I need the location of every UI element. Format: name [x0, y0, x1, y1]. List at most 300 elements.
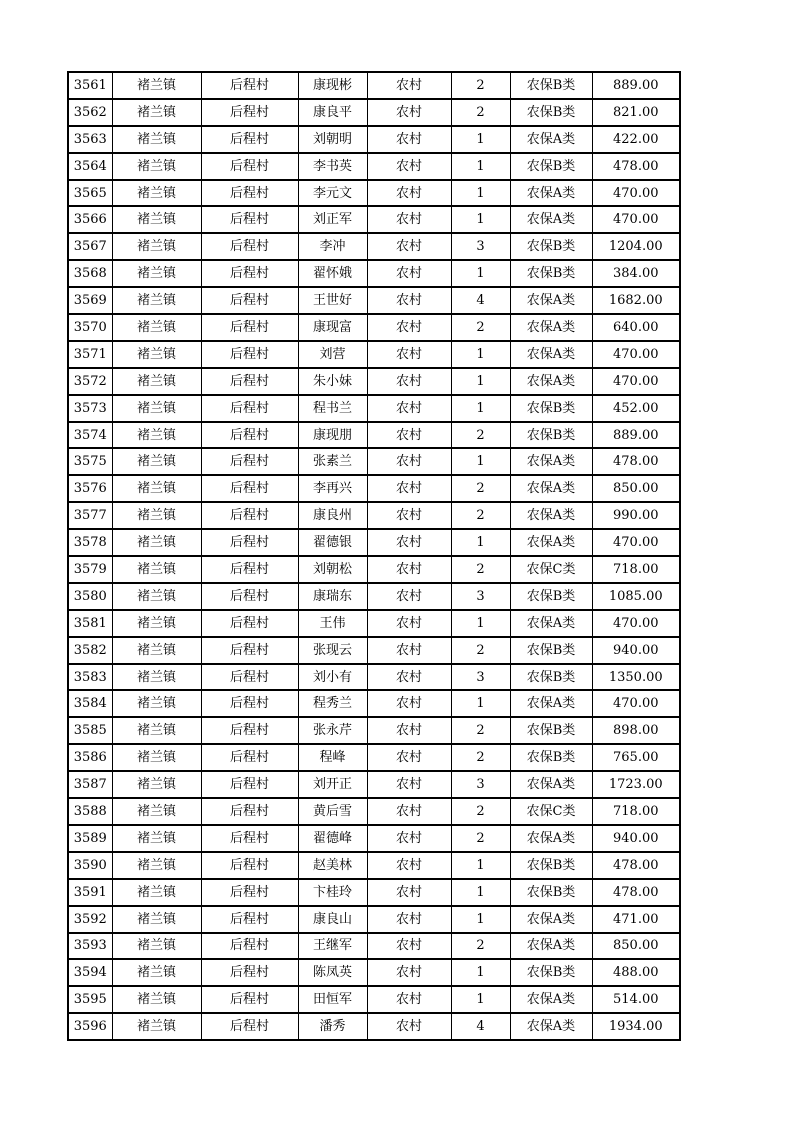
cell-village: 后程村 — [201, 233, 298, 260]
cell-person-count: 3 — [451, 771, 510, 798]
table-row — [68, 986, 680, 1013]
cell-seq-no: 3572 — [68, 368, 112, 395]
cell-person-count: 2 — [451, 637, 510, 664]
cell-town: 褚兰镇 — [112, 825, 201, 852]
cell-village: 后程村 — [201, 825, 298, 852]
cell-amount: 940.00 — [592, 637, 680, 664]
cell-insurance-category: 农保C类 — [510, 798, 592, 825]
table-row — [68, 959, 680, 986]
cell-person-count: 2 — [451, 798, 510, 825]
cell-town: 褚兰镇 — [112, 583, 201, 610]
cell-household-type: 农村 — [367, 341, 451, 368]
cell-amount: 471.00 — [592, 906, 680, 933]
cell-person-name: 康瑞东 — [298, 583, 367, 610]
table-row — [68, 153, 680, 180]
cell-seq-no: 3570 — [68, 314, 112, 341]
cell-amount: 422.00 — [592, 126, 680, 153]
cell-person-name: 刘开正 — [298, 771, 367, 798]
cell-seq-no: 3574 — [68, 422, 112, 449]
cell-person-count: 2 — [451, 422, 510, 449]
table-row — [68, 933, 680, 960]
cell-seq-no: 3567 — [68, 233, 112, 260]
cell-insurance-category: 农保B类 — [510, 153, 592, 180]
cell-insurance-category: 农保C类 — [510, 556, 592, 583]
cell-amount: 1085.00 — [592, 583, 680, 610]
cell-person-name: 李书英 — [298, 153, 367, 180]
cell-town: 褚兰镇 — [112, 610, 201, 637]
cell-person-count: 2 — [451, 825, 510, 852]
cell-household-type: 农村 — [367, 314, 451, 341]
table-row — [68, 610, 680, 637]
cell-person-name: 卞桂玲 — [298, 879, 367, 906]
cell-town: 褚兰镇 — [112, 422, 201, 449]
cell-seq-no: 3562 — [68, 99, 112, 126]
cell-amount: 889.00 — [592, 72, 680, 99]
cell-amount: 1723.00 — [592, 771, 680, 798]
cell-seq-no: 3563 — [68, 126, 112, 153]
cell-amount: 850.00 — [592, 933, 680, 960]
cell-village: 后程村 — [201, 690, 298, 717]
cell-household-type: 农村 — [367, 986, 451, 1013]
benefit-roster-table — [67, 71, 681, 1041]
cell-person-name: 康良平 — [298, 99, 367, 126]
cell-insurance-category: 农保B类 — [510, 664, 592, 691]
table-row — [68, 314, 680, 341]
cell-insurance-category: 农保B类 — [510, 260, 592, 287]
cell-household-type: 农村 — [367, 180, 451, 207]
cell-town: 褚兰镇 — [112, 99, 201, 126]
cell-person-count: 1 — [451, 341, 510, 368]
cell-person-name: 康良山 — [298, 906, 367, 933]
cell-person-name: 朱小妹 — [298, 368, 367, 395]
cell-village: 后程村 — [201, 153, 298, 180]
table-row — [68, 287, 680, 314]
cell-household-type: 农村 — [367, 475, 451, 502]
cell-person-name: 黄后雪 — [298, 798, 367, 825]
table-row — [68, 475, 680, 502]
cell-amount: 478.00 — [592, 852, 680, 879]
cell-town: 褚兰镇 — [112, 126, 201, 153]
cell-person-name: 张永芹 — [298, 717, 367, 744]
cell-town: 褚兰镇 — [112, 879, 201, 906]
cell-person-count: 2 — [451, 933, 510, 960]
cell-seq-no: 3577 — [68, 502, 112, 529]
table-row — [68, 664, 680, 691]
cell-amount: 470.00 — [592, 690, 680, 717]
cell-person-count: 1 — [451, 395, 510, 422]
cell-person-count: 2 — [451, 72, 510, 99]
cell-person-count: 1 — [451, 690, 510, 717]
cell-person-name: 翟怀娥 — [298, 260, 367, 287]
cell-village: 后程村 — [201, 180, 298, 207]
cell-insurance-category: 农保A类 — [510, 341, 592, 368]
cell-household-type: 农村 — [367, 933, 451, 960]
cell-person-name: 张素兰 — [298, 448, 367, 475]
cell-village: 后程村 — [201, 99, 298, 126]
cell-seq-no: 3578 — [68, 529, 112, 556]
cell-village: 后程村 — [201, 664, 298, 691]
cell-insurance-category: 农保A类 — [510, 529, 592, 556]
cell-amount: 898.00 — [592, 717, 680, 744]
cell-insurance-category: 农保A类 — [510, 206, 592, 233]
cell-household-type: 农村 — [367, 287, 451, 314]
table-row — [68, 906, 680, 933]
cell-household-type: 农村 — [367, 72, 451, 99]
table-row — [68, 583, 680, 610]
cell-seq-no: 3564 — [68, 153, 112, 180]
cell-seq-no: 3588 — [68, 798, 112, 825]
cell-seq-no: 3585 — [68, 717, 112, 744]
cell-insurance-category: 农保B类 — [510, 72, 592, 99]
cell-person-name: 潘秀 — [298, 1013, 367, 1040]
cell-village: 后程村 — [201, 314, 298, 341]
cell-seq-no: 3582 — [68, 637, 112, 664]
cell-person-count: 1 — [451, 610, 510, 637]
cell-insurance-category: 农保A类 — [510, 368, 592, 395]
table-row — [68, 690, 680, 717]
cell-household-type: 农村 — [367, 637, 451, 664]
cell-household-type: 农村 — [367, 717, 451, 744]
cell-person-name: 王伟 — [298, 610, 367, 637]
cell-household-type: 农村 — [367, 771, 451, 798]
cell-person-count: 3 — [451, 664, 510, 691]
table-row — [68, 637, 680, 664]
table-row — [68, 1013, 680, 1040]
cell-insurance-category: 农保A类 — [510, 180, 592, 207]
cell-amount: 1204.00 — [592, 233, 680, 260]
cell-town: 褚兰镇 — [112, 502, 201, 529]
table-row — [68, 341, 680, 368]
cell-village: 后程村 — [201, 852, 298, 879]
cell-insurance-category: 农保A类 — [510, 906, 592, 933]
cell-person-name: 王继军 — [298, 933, 367, 960]
table-row — [68, 825, 680, 852]
cell-person-count: 1 — [451, 529, 510, 556]
cell-village: 后程村 — [201, 72, 298, 99]
cell-household-type: 农村 — [367, 529, 451, 556]
cell-village: 后程村 — [201, 368, 298, 395]
cell-amount: 478.00 — [592, 879, 680, 906]
cell-village: 后程村 — [201, 771, 298, 798]
cell-town: 褚兰镇 — [112, 556, 201, 583]
cell-village: 后程村 — [201, 422, 298, 449]
cell-person-name: 康现富 — [298, 314, 367, 341]
cell-town: 褚兰镇 — [112, 664, 201, 691]
cell-town: 褚兰镇 — [112, 448, 201, 475]
cell-amount: 765.00 — [592, 744, 680, 771]
cell-amount: 384.00 — [592, 260, 680, 287]
cell-town: 褚兰镇 — [112, 180, 201, 207]
cell-amount: 821.00 — [592, 99, 680, 126]
cell-household-type: 农村 — [367, 395, 451, 422]
cell-insurance-category: 农保A类 — [510, 825, 592, 852]
cell-person-count: 2 — [451, 556, 510, 583]
cell-amount: 990.00 — [592, 502, 680, 529]
cell-town: 褚兰镇 — [112, 771, 201, 798]
cell-person-name: 赵美林 — [298, 852, 367, 879]
cell-town: 褚兰镇 — [112, 637, 201, 664]
cell-household-type: 农村 — [367, 502, 451, 529]
cell-person-count: 1 — [451, 180, 510, 207]
cell-town: 褚兰镇 — [112, 798, 201, 825]
cell-household-type: 农村 — [367, 422, 451, 449]
cell-seq-no: 3573 — [68, 395, 112, 422]
cell-person-name: 李元文 — [298, 180, 367, 207]
cell-person-count: 2 — [451, 99, 510, 126]
cell-household-type: 农村 — [367, 690, 451, 717]
cell-town: 褚兰镇 — [112, 1013, 201, 1040]
cell-household-type: 农村 — [367, 583, 451, 610]
cell-town: 褚兰镇 — [112, 959, 201, 986]
cell-amount: 514.00 — [592, 986, 680, 1013]
cell-seq-no: 3595 — [68, 986, 112, 1013]
cell-person-count: 3 — [451, 583, 510, 610]
cell-household-type: 农村 — [367, 879, 451, 906]
cell-household-type: 农村 — [367, 959, 451, 986]
table-row — [68, 502, 680, 529]
table-row — [68, 879, 680, 906]
cell-insurance-category: 农保B类 — [510, 233, 592, 260]
cell-person-count: 1 — [451, 206, 510, 233]
cell-town: 褚兰镇 — [112, 260, 201, 287]
cell-town: 褚兰镇 — [112, 933, 201, 960]
cell-household-type: 农村 — [367, 825, 451, 852]
cell-household-type: 农村 — [367, 99, 451, 126]
cell-household-type: 农村 — [367, 744, 451, 771]
cell-seq-no: 3561 — [68, 72, 112, 99]
cell-village: 后程村 — [201, 126, 298, 153]
cell-village: 后程村 — [201, 933, 298, 960]
cell-seq-no: 3591 — [68, 879, 112, 906]
table-row — [68, 233, 680, 260]
cell-person-count: 2 — [451, 502, 510, 529]
cell-town: 褚兰镇 — [112, 287, 201, 314]
cell-household-type: 农村 — [367, 798, 451, 825]
cell-household-type: 农村 — [367, 233, 451, 260]
cell-town: 褚兰镇 — [112, 314, 201, 341]
cell-village: 后程村 — [201, 475, 298, 502]
cell-town: 褚兰镇 — [112, 475, 201, 502]
cell-person-count: 2 — [451, 717, 510, 744]
cell-person-name: 刘小有 — [298, 664, 367, 691]
cell-person-name: 刘营 — [298, 341, 367, 368]
cell-insurance-category: 农保B类 — [510, 717, 592, 744]
cell-insurance-category: 农保A类 — [510, 502, 592, 529]
cell-insurance-category: 农保B类 — [510, 959, 592, 986]
table-row — [68, 529, 680, 556]
table-row — [68, 72, 680, 99]
cell-seq-no: 3593 — [68, 933, 112, 960]
cell-insurance-category: 农保A类 — [510, 475, 592, 502]
cell-amount: 470.00 — [592, 341, 680, 368]
cell-village: 后程村 — [201, 610, 298, 637]
cell-village: 后程村 — [201, 529, 298, 556]
cell-person-name: 翟德峰 — [298, 825, 367, 852]
cell-village: 后程村 — [201, 287, 298, 314]
cell-village: 后程村 — [201, 879, 298, 906]
cell-person-count: 1 — [451, 260, 510, 287]
cell-person-count: 4 — [451, 1013, 510, 1040]
cell-insurance-category: 农保A类 — [510, 690, 592, 717]
cell-town: 褚兰镇 — [112, 206, 201, 233]
table-row — [68, 206, 680, 233]
cell-town: 褚兰镇 — [112, 72, 201, 99]
table-row — [68, 368, 680, 395]
cell-village: 后程村 — [201, 744, 298, 771]
cell-amount: 718.00 — [592, 556, 680, 583]
cell-insurance-category: 农保B类 — [510, 852, 592, 879]
cell-amount: 488.00 — [592, 959, 680, 986]
cell-insurance-category: 农保B类 — [510, 744, 592, 771]
table-row — [68, 852, 680, 879]
cell-person-name: 李冲 — [298, 233, 367, 260]
cell-person-name: 程秀兰 — [298, 690, 367, 717]
cell-town: 褚兰镇 — [112, 906, 201, 933]
table-row — [68, 99, 680, 126]
cell-seq-no: 3575 — [68, 448, 112, 475]
cell-person-name: 张现云 — [298, 637, 367, 664]
cell-household-type: 农村 — [367, 368, 451, 395]
cell-insurance-category: 农保B类 — [510, 879, 592, 906]
cell-town: 褚兰镇 — [112, 529, 201, 556]
cell-amount: 470.00 — [592, 180, 680, 207]
table-row — [68, 798, 680, 825]
cell-town: 褚兰镇 — [112, 986, 201, 1013]
cell-person-count: 3 — [451, 233, 510, 260]
cell-person-name: 康良州 — [298, 502, 367, 529]
cell-village: 后程村 — [201, 341, 298, 368]
cell-amount: 940.00 — [592, 825, 680, 852]
table-row — [68, 126, 680, 153]
cell-town: 褚兰镇 — [112, 341, 201, 368]
cell-household-type: 农村 — [367, 906, 451, 933]
cell-household-type: 农村 — [367, 664, 451, 691]
cell-amount: 1934.00 — [592, 1013, 680, 1040]
table-row — [68, 744, 680, 771]
cell-amount: 452.00 — [592, 395, 680, 422]
cell-household-type: 农村 — [367, 852, 451, 879]
cell-amount: 470.00 — [592, 206, 680, 233]
cell-insurance-category: 农保B类 — [510, 637, 592, 664]
cell-seq-no: 3571 — [68, 341, 112, 368]
cell-person-count: 1 — [451, 852, 510, 879]
cell-village: 后程村 — [201, 583, 298, 610]
cell-person-count: 1 — [451, 153, 510, 180]
cell-insurance-category: 农保B类 — [510, 99, 592, 126]
cell-town: 褚兰镇 — [112, 395, 201, 422]
table-row — [68, 395, 680, 422]
cell-person-name: 李再兴 — [298, 475, 367, 502]
cell-village: 后程村 — [201, 637, 298, 664]
cell-seq-no: 3581 — [68, 610, 112, 637]
cell-person-name: 刘朝松 — [298, 556, 367, 583]
cell-household-type: 农村 — [367, 153, 451, 180]
cell-seq-no: 3586 — [68, 744, 112, 771]
cell-town: 褚兰镇 — [112, 233, 201, 260]
cell-village: 后程村 — [201, 959, 298, 986]
cell-seq-no: 3580 — [68, 583, 112, 610]
cell-person-name: 康现朋 — [298, 422, 367, 449]
cell-household-type: 农村 — [367, 1013, 451, 1040]
cell-seq-no: 3568 — [68, 260, 112, 287]
cell-person-count: 1 — [451, 906, 510, 933]
cell-village: 后程村 — [201, 986, 298, 1013]
cell-amount: 889.00 — [592, 422, 680, 449]
cell-seq-no: 3576 — [68, 475, 112, 502]
cell-person-count: 1 — [451, 448, 510, 475]
cell-insurance-category: 农保B类 — [510, 395, 592, 422]
cell-amount: 1350.00 — [592, 664, 680, 691]
cell-person-name: 王世好 — [298, 287, 367, 314]
table-row — [68, 448, 680, 475]
cell-insurance-category: 农保A类 — [510, 448, 592, 475]
cell-person-name: 康现彬 — [298, 72, 367, 99]
cell-seq-no: 3565 — [68, 180, 112, 207]
cell-seq-no: 3592 — [68, 906, 112, 933]
cell-seq-no: 3590 — [68, 852, 112, 879]
cell-amount: 1682.00 — [592, 287, 680, 314]
cell-person-name: 刘朝明 — [298, 126, 367, 153]
cell-insurance-category: 农保A类 — [510, 933, 592, 960]
cell-person-count: 1 — [451, 959, 510, 986]
cell-town: 褚兰镇 — [112, 368, 201, 395]
cell-village: 后程村 — [201, 556, 298, 583]
table-row — [68, 180, 680, 207]
cell-person-count: 1 — [451, 986, 510, 1013]
cell-amount: 478.00 — [592, 448, 680, 475]
table-row — [68, 260, 680, 287]
cell-town: 褚兰镇 — [112, 690, 201, 717]
cell-household-type: 农村 — [367, 610, 451, 637]
cell-village: 后程村 — [201, 260, 298, 287]
cell-seq-no: 3566 — [68, 206, 112, 233]
cell-village: 后程村 — [201, 395, 298, 422]
cell-seq-no: 3569 — [68, 287, 112, 314]
cell-insurance-category: 农保A类 — [510, 1013, 592, 1040]
cell-insurance-category: 农保B类 — [510, 583, 592, 610]
cell-household-type: 农村 — [367, 448, 451, 475]
cell-insurance-category: 农保A类 — [510, 126, 592, 153]
cell-person-count: 2 — [451, 744, 510, 771]
cell-town: 褚兰镇 — [112, 153, 201, 180]
cell-seq-no: 3583 — [68, 664, 112, 691]
cell-village: 后程村 — [201, 798, 298, 825]
cell-village: 后程村 — [201, 906, 298, 933]
cell-person-name: 田恒军 — [298, 986, 367, 1013]
benefit-roster-body — [68, 72, 680, 1040]
cell-person-name: 程书兰 — [298, 395, 367, 422]
cell-town: 褚兰镇 — [112, 717, 201, 744]
cell-person-count: 4 — [451, 287, 510, 314]
cell-village: 后程村 — [201, 502, 298, 529]
cell-person-count: 1 — [451, 126, 510, 153]
cell-person-name: 翟德银 — [298, 529, 367, 556]
cell-amount: 640.00 — [592, 314, 680, 341]
cell-village: 后程村 — [201, 206, 298, 233]
table-row — [68, 422, 680, 449]
cell-insurance-category: 农保A类 — [510, 771, 592, 798]
cell-person-name: 刘正军 — [298, 206, 367, 233]
cell-amount: 470.00 — [592, 610, 680, 637]
cell-insurance-category: 农保B类 — [510, 422, 592, 449]
cell-village: 后程村 — [201, 717, 298, 744]
cell-amount: 470.00 — [592, 529, 680, 556]
cell-insurance-category: 农保A类 — [510, 610, 592, 637]
cell-town: 褚兰镇 — [112, 744, 201, 771]
table-row — [68, 556, 680, 583]
cell-insurance-category: 农保A类 — [510, 986, 592, 1013]
cell-person-count: 1 — [451, 879, 510, 906]
